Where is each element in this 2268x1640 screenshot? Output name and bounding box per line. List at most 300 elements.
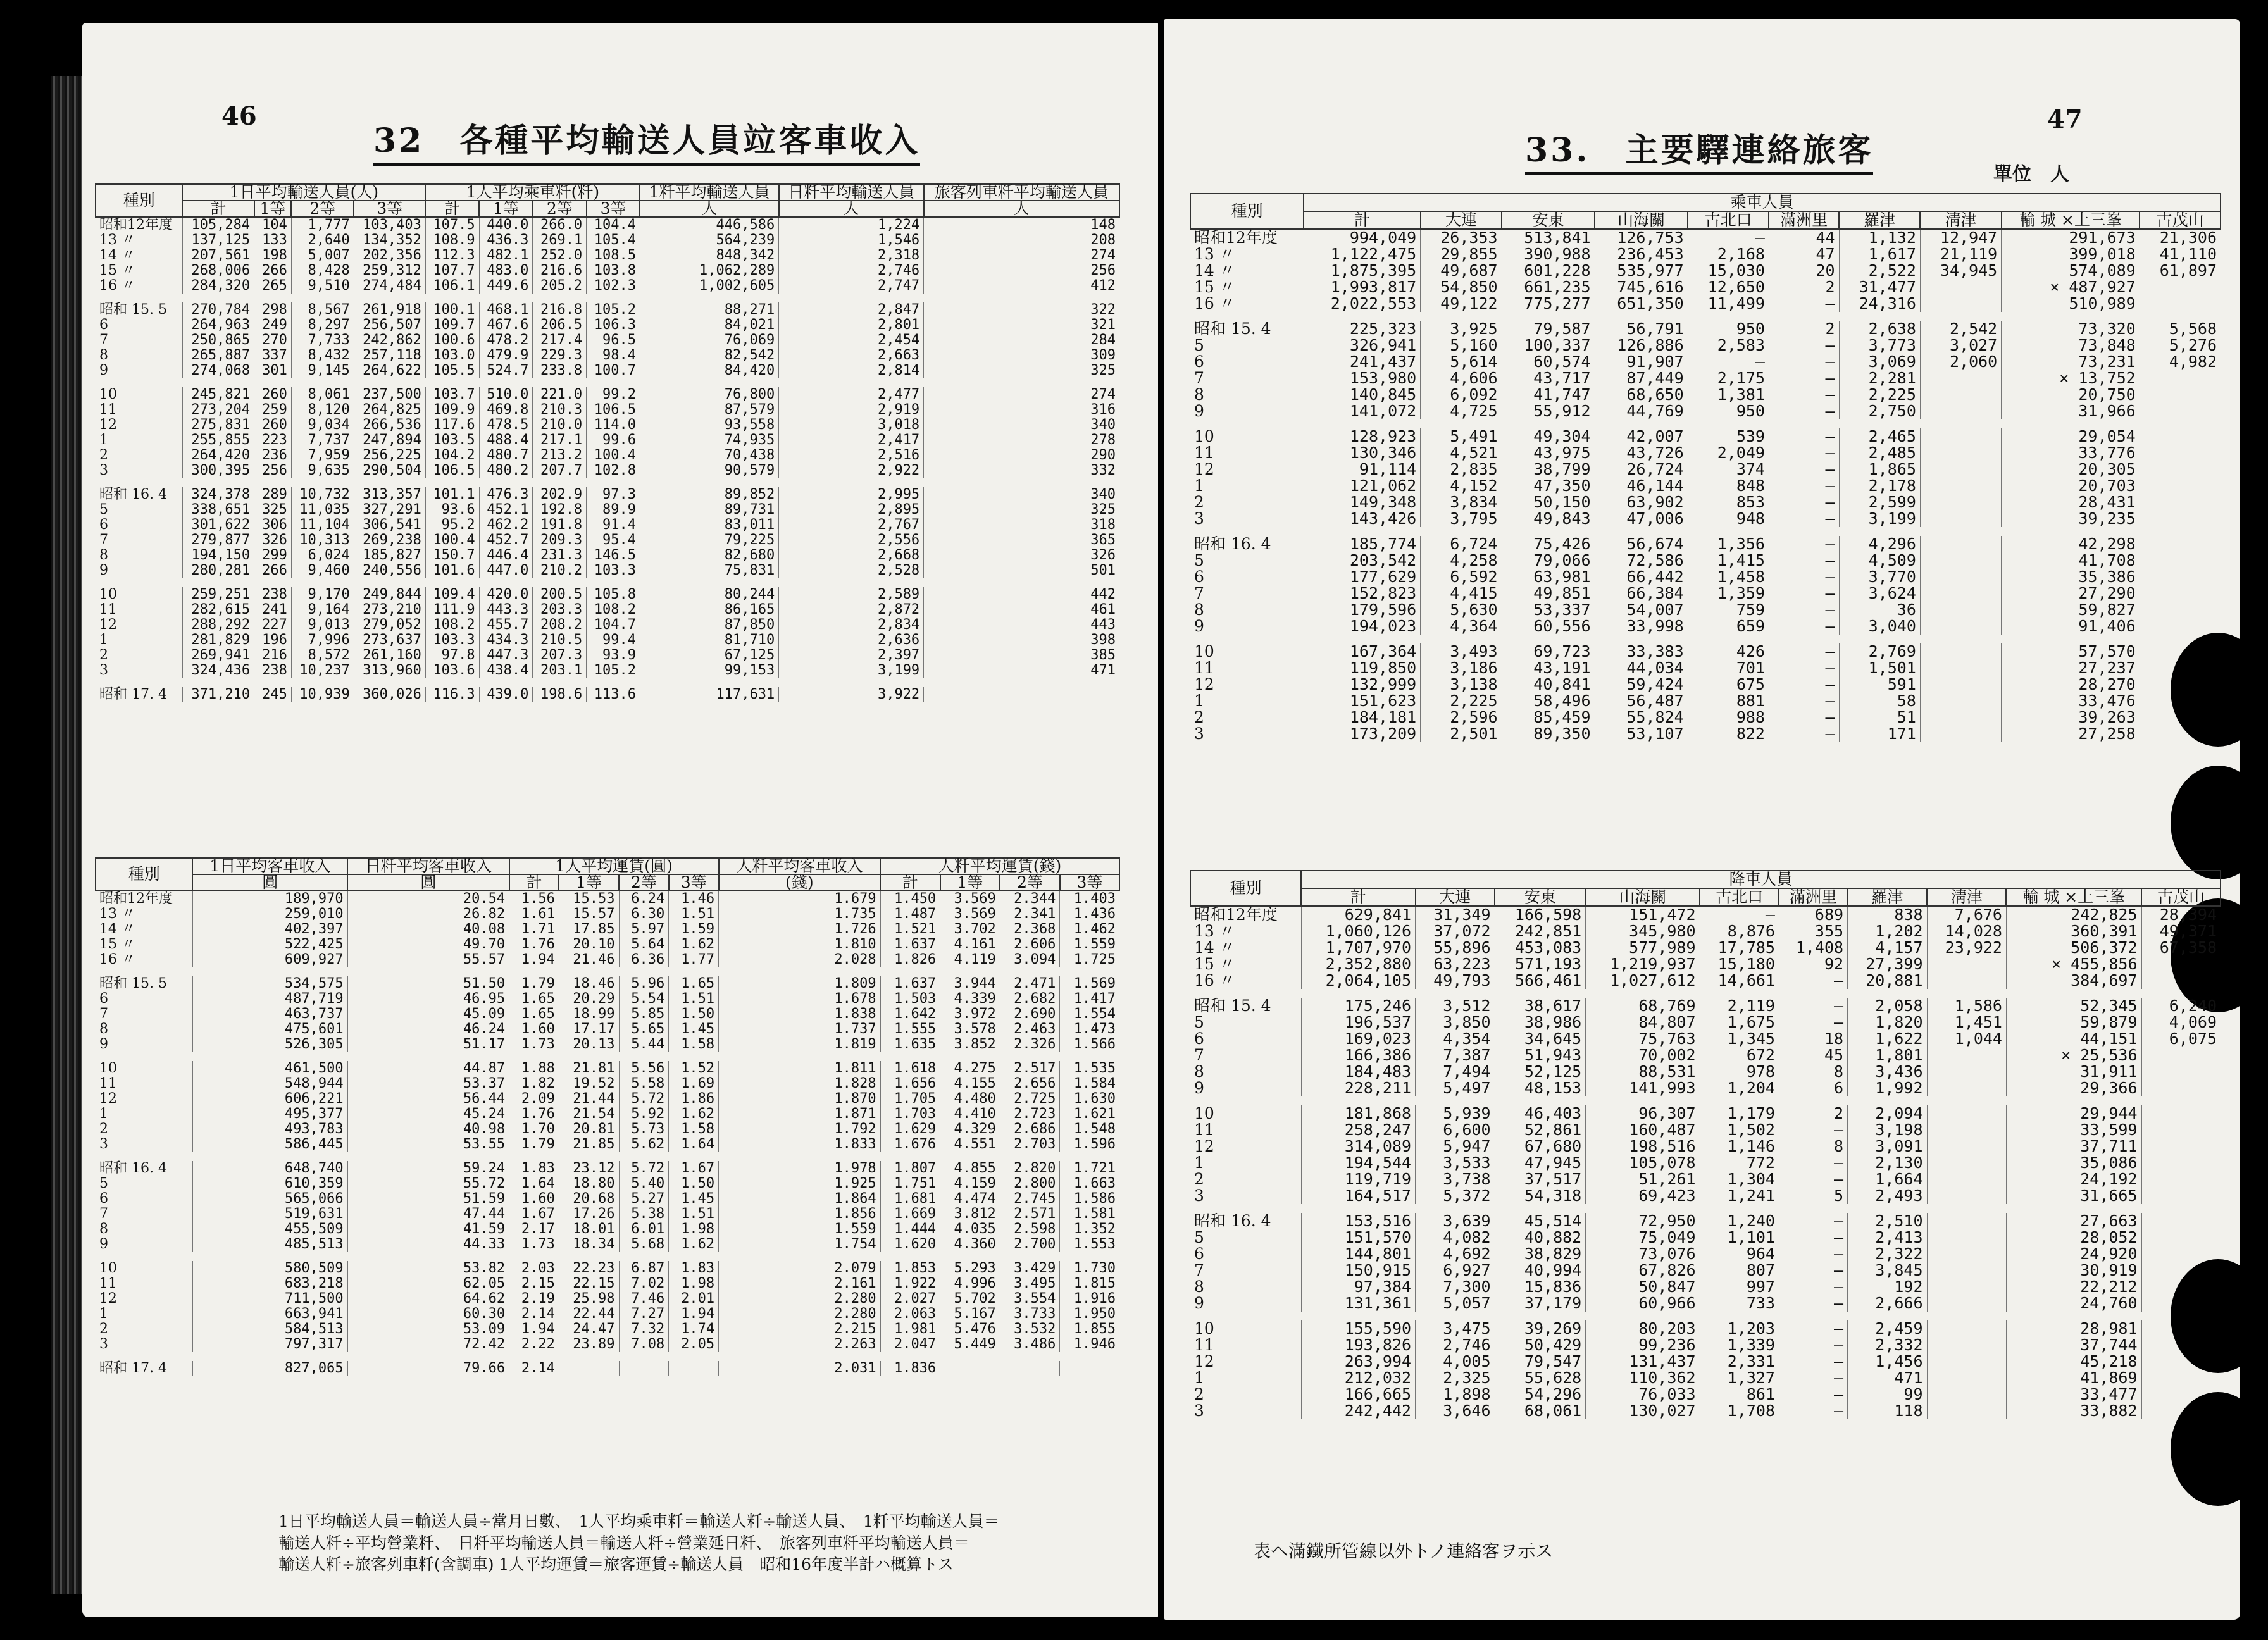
table-cell: 210.2	[533, 563, 587, 583]
table-cell: 306,541	[354, 518, 425, 533]
table-cell: 1.65	[509, 1007, 559, 1022]
table-cell: 207,561	[182, 248, 254, 263]
table-cell: 3.094	[1000, 952, 1060, 972]
table-cell: 131,361	[1301, 1295, 1415, 1316]
table-cell: 15,836	[1495, 1279, 1586, 1295]
table-row	[1190, 461, 2221, 478]
table-cell: 8,567	[291, 298, 354, 318]
col-subheader: 計	[425, 201, 479, 217]
table-cell: 8	[1779, 1138, 1847, 1155]
table-cell: —	[1769, 618, 1839, 639]
table-row	[96, 891, 1119, 907]
table-cell: 1.726	[719, 922, 881, 937]
table-row	[1190, 709, 2221, 726]
table-cell: 27,290	[2002, 585, 2140, 602]
table-cell: 313,357	[354, 483, 425, 502]
table-cell: 1,202	[1848, 923, 1927, 940]
table-cell: 1.946	[1060, 1337, 1119, 1357]
table-cell: 446,586	[640, 217, 778, 233]
table-cell: 1,501	[1839, 660, 1920, 676]
table-cell: 260	[254, 418, 292, 433]
table-cell: 3.812	[940, 1207, 1000, 1222]
table-cell: 4,982	[2140, 354, 2221, 370]
table-cell: 99,236	[1586, 1337, 1700, 1353]
table-cell: 2.079	[719, 1257, 881, 1276]
table-cell: 72,950	[1586, 1208, 1700, 1229]
table-cell: 301,622	[182, 518, 254, 533]
table-cell	[2141, 1138, 2221, 1155]
table-cell: —	[1769, 585, 1839, 602]
table-cell: 1.67	[509, 1207, 559, 1222]
table-cell: 9,170	[291, 583, 354, 602]
table-cell: 7,676	[1927, 906, 2006, 923]
table-cell: 2.263	[719, 1337, 881, 1357]
row-label: 1	[99, 432, 108, 448]
table-cell: 179,596	[1304, 602, 1420, 618]
table-cell: 52,125	[1495, 1064, 1586, 1080]
table-cell: 3.429	[1000, 1257, 1060, 1276]
table-cell: 106.5	[587, 402, 640, 418]
table-cell: 2.05	[669, 1337, 719, 1357]
table-cell	[1927, 972, 2006, 993]
table-cell: 2.215	[719, 1322, 881, 1337]
table-cell: 1.58	[669, 1122, 719, 1137]
table-cell: 402,397	[192, 922, 347, 937]
table-cell: 467.6	[479, 318, 533, 333]
table-cell: 3,738	[1416, 1171, 1495, 1188]
table-cell: 2	[1779, 1101, 1847, 1122]
table-cell	[2141, 1080, 2221, 1101]
table-cell: 54,007	[1595, 602, 1688, 618]
row-label: 6	[1194, 352, 1204, 371]
table-cell: 81,710	[640, 633, 778, 648]
col-header-station: 計	[1304, 211, 1420, 229]
table-cell: 3,795	[1421, 511, 1502, 531]
table-cell: 2,636	[779, 633, 924, 648]
table-cell: 1,060,126	[1301, 923, 1415, 940]
row-label: 3	[99, 662, 108, 678]
table-cell: 3,922	[779, 683, 924, 702]
table-row	[1190, 1262, 2221, 1279]
table-cell: 269.1	[533, 233, 587, 248]
table-cell: 62.05	[347, 1276, 509, 1291]
row-label: 11	[1194, 1336, 1214, 1354]
boarding-passengers-table	[1190, 193, 2221, 742]
table-cell: 259,010	[192, 907, 347, 922]
table-cell: 1,586	[1927, 993, 2006, 1014]
row-label: 6	[1194, 1029, 1204, 1048]
table-cell: 6,927	[1416, 1262, 1495, 1279]
table-cell: 259,312	[354, 263, 425, 278]
average-transport-table	[95, 183, 1120, 702]
table-cell: 10,313	[291, 533, 354, 548]
col-header-station: 計	[1301, 888, 1415, 906]
row-label: 2	[99, 447, 108, 463]
table-cell	[2140, 709, 2221, 726]
table-cell: 24.47	[559, 1322, 619, 1337]
table-cell: 2.703	[1000, 1137, 1060, 1157]
table-cell: 5.38	[619, 1207, 669, 1222]
table-row	[1190, 1386, 2221, 1403]
table-cell: 1.635	[880, 1037, 940, 1057]
table-cell: 2.368	[1000, 922, 1060, 937]
table-cell: 91,114	[1304, 461, 1420, 478]
table-cell: 256	[254, 463, 292, 483]
table-cell: 12,650	[1688, 279, 1769, 295]
table-cell: 1.637	[880, 972, 940, 991]
table-cell: 91.4	[587, 518, 640, 533]
table-cell: 4.035	[940, 1222, 1000, 1237]
table-cell: 151,570	[1301, 1229, 1415, 1246]
table-cell: 153,516	[1301, 1208, 1415, 1229]
table-cell: 1,203	[1700, 1316, 1779, 1337]
table-cell: 1.737	[719, 1022, 881, 1037]
table-cell: 51.17	[347, 1037, 509, 1057]
table-row	[96, 1037, 1119, 1057]
table-cell: 651,350	[1595, 295, 1688, 316]
table-row	[96, 333, 1119, 348]
table-cell: 229.3	[533, 348, 587, 363]
table-cell: 2,746	[779, 263, 924, 278]
table-cell: 89.9	[587, 502, 640, 518]
table-cell: 69,423	[1586, 1188, 1700, 1208]
table-cell: 23.89	[559, 1337, 619, 1357]
table-cell: —	[1769, 569, 1839, 585]
table-cell: 240,556	[354, 563, 425, 583]
table-cell: 25.98	[559, 1291, 619, 1307]
row-label: 12	[99, 1091, 117, 1107]
unit-label: 單位 人	[1993, 163, 2069, 185]
table-cell: 1.703	[880, 1107, 940, 1122]
table-cell: 260	[254, 383, 292, 402]
table-cell	[2141, 1047, 2221, 1064]
table-cell: 1,898	[1416, 1386, 1495, 1403]
table-cell: 166,665	[1301, 1386, 1415, 1403]
table-cell: 56.44	[347, 1091, 509, 1107]
table-cell: 1.59	[669, 922, 719, 937]
table-cell: 332	[924, 463, 1119, 483]
table-cell: 513,841	[1502, 229, 1595, 246]
table-cell: 164,517	[1301, 1188, 1415, 1208]
table-cell: 3,186	[1421, 660, 1502, 676]
table-cell: 273,204	[182, 402, 254, 418]
table-row	[96, 663, 1119, 683]
table-cell: 548,944	[192, 1076, 347, 1091]
table-cell: 1.70	[509, 1122, 559, 1137]
table-cell: 1.94	[669, 1307, 719, 1322]
table-row	[96, 1007, 1119, 1022]
table-cell: —	[1769, 354, 1839, 370]
table-cell: 1.69	[669, 1076, 719, 1091]
table-cell: 96,307	[1586, 1101, 1700, 1122]
table-row	[1190, 602, 2221, 618]
table-cell: 84,807	[1586, 1014, 1700, 1031]
table-cell: 141,072	[1304, 403, 1420, 424]
row-label: 2	[1194, 1170, 1204, 1188]
table-cell: 20,305	[2002, 461, 2140, 478]
table-row	[1190, 660, 2221, 676]
table-cell: 2,922	[779, 463, 924, 483]
table-cell: 236,453	[1595, 246, 1688, 263]
row-label: 6	[99, 517, 108, 533]
table-cell: 9,460	[291, 563, 354, 583]
table-row	[1190, 337, 2221, 354]
table-cell: 4,415	[1421, 585, 1502, 602]
table-cell: 1.584	[1060, 1076, 1119, 1091]
table-cell: 126,886	[1595, 337, 1688, 354]
table-cell: 2,516	[779, 448, 924, 463]
table-cell: 1,132	[1839, 229, 1920, 246]
table-cell: 733	[1700, 1295, 1779, 1316]
table-cell	[1920, 403, 2001, 424]
row-label: 2	[99, 647, 108, 663]
table-row	[1190, 993, 2221, 1014]
table-cell: 97,384	[1301, 1279, 1415, 1295]
table-cell: 28,270	[2002, 676, 2140, 693]
table-cell: 365	[924, 533, 1119, 548]
table-cell: 15,180	[1700, 956, 1779, 972]
table-cell: 47,945	[1495, 1155, 1586, 1171]
table-cell	[1927, 1229, 2006, 1246]
table-cell: 1.73	[509, 1037, 559, 1057]
table-row	[96, 563, 1119, 583]
table-cell: 198,516	[1586, 1138, 1700, 1155]
table-cell: 60,574	[1502, 354, 1595, 370]
table-cell: 9,013	[291, 618, 354, 633]
table-cell: 1,801	[1848, 1047, 1927, 1064]
table-cell: 28,981	[2006, 1316, 2141, 1337]
table-cell: 325	[924, 363, 1119, 383]
table-cell: 1.826	[880, 952, 940, 972]
table-cell: 208.2	[533, 618, 587, 633]
table-cell: 131,437	[1586, 1353, 1700, 1370]
table-cell: 206.5	[533, 318, 587, 333]
table-cell: 21.81	[559, 1057, 619, 1076]
table-cell: 340	[924, 483, 1119, 502]
table-cell: 1,027,612	[1586, 972, 1700, 993]
row-label: 14 〃	[1194, 261, 1235, 280]
table-cell	[1920, 445, 2001, 461]
table-cell	[1060, 1357, 1119, 1376]
table-cell: 2,119	[1700, 993, 1779, 1014]
row-label: 9	[1194, 617, 1204, 635]
table-cell: 4.480	[940, 1091, 1000, 1107]
table-cell: 1.978	[719, 1157, 881, 1176]
table-cell: 53.82	[347, 1257, 509, 1276]
table-cell: 40.08	[347, 922, 509, 937]
table-cell: 2,332	[1848, 1337, 1927, 1353]
table-cell: 1.838	[719, 1007, 881, 1022]
table-cell: 861	[1700, 1386, 1779, 1403]
table-cell: 1,359	[1688, 585, 1769, 602]
table-cell: —	[1779, 1262, 1847, 1279]
table-cell: 31,477	[1839, 279, 1920, 295]
table-cell: 2,528	[779, 563, 924, 583]
row-label: 8	[99, 1221, 108, 1237]
table-cell: 1.98	[669, 1222, 719, 1237]
table-cell: 4.275	[940, 1057, 1000, 1076]
table-cell: 3,198	[1848, 1122, 1927, 1138]
table-row	[96, 548, 1119, 563]
table-cell: 1.50	[669, 1176, 719, 1191]
table-cell: 1.503	[880, 991, 940, 1007]
table-cell: 38,799	[1502, 461, 1595, 478]
table-cell: 73,848	[2002, 337, 2140, 354]
table-cell: 103.3	[425, 633, 479, 648]
table-cell: 299	[254, 548, 292, 563]
table-cell: 2,814	[779, 363, 924, 383]
table-cell: 167,364	[1304, 639, 1420, 660]
table-cell: 2,801	[779, 318, 924, 333]
table-cell: 469.8	[479, 402, 533, 418]
table-cell: 93.9	[587, 648, 640, 663]
table-cell: 480.7	[479, 448, 533, 463]
row-label: 10	[99, 387, 117, 402]
table-row	[1190, 1047, 2221, 1064]
table-cell: 2.820	[1000, 1157, 1060, 1176]
table-row	[1190, 1246, 2221, 1262]
table-cell: 72,586	[1595, 552, 1688, 569]
table-cell: 274	[924, 248, 1119, 263]
table-cell: 23.12	[559, 1157, 619, 1176]
row-label: 6	[99, 991, 108, 1007]
table-cell: 1.828	[719, 1076, 881, 1091]
table-cell	[1920, 478, 2001, 494]
table-cell: 485,513	[192, 1237, 347, 1257]
table-cell: 3.569	[940, 907, 1000, 922]
table-cell: 233.8	[533, 363, 587, 383]
table-cell: 3,512	[1416, 993, 1495, 1014]
table-cell: —	[1769, 676, 1839, 693]
table-cell: 83,011	[640, 518, 778, 533]
table-cell: 223	[254, 433, 292, 448]
table-cell: 2,331	[1700, 1353, 1779, 1370]
table-row	[1190, 316, 2221, 337]
table-cell: 72.42	[347, 1337, 509, 1357]
table-cell: 256,225	[354, 448, 425, 463]
table-cell: 452.1	[479, 502, 533, 518]
table-cell: 2,322	[1848, 1246, 1927, 1262]
table-cell: 6.01	[619, 1222, 669, 1237]
table-cell: —	[1769, 295, 1839, 316]
table-cell: 105.4	[587, 233, 640, 248]
table-cell: 79,547	[1495, 1353, 1586, 1370]
col-header-station: 滿洲里	[1779, 888, 1847, 906]
row-label: 16 〃	[1194, 971, 1235, 990]
table-cell: 45,218	[2006, 1353, 2141, 1370]
table-cell: 950	[1688, 316, 1769, 337]
table-cell	[2141, 1316, 2221, 1337]
right-footnote: 表ヘ滿鐵所管線以外トノ連絡客ヲ示ス	[1253, 1541, 1554, 1562]
table-cell: 1.916	[1060, 1291, 1119, 1307]
table-cell	[1927, 1403, 2006, 1419]
row-label: 16 〃	[1194, 294, 1235, 313]
table-cell: 42,007	[1595, 424, 1688, 445]
table-cell: 471	[1848, 1370, 1927, 1386]
table-cell: 950	[1688, 403, 1769, 424]
table-cell	[1920, 639, 2001, 660]
table-cell: 326	[924, 548, 1119, 563]
table-cell: 661,235	[1502, 279, 1595, 295]
table-cell: 325	[254, 502, 292, 518]
table-cell	[2141, 1279, 2221, 1295]
table-cell: 772	[1700, 1155, 1779, 1171]
col-header-station: 淸津	[1927, 888, 2006, 906]
table-cell: 268,006	[182, 263, 254, 278]
table-row	[96, 618, 1119, 633]
table-row	[96, 1057, 1119, 1076]
table-cell: 245,821	[182, 383, 254, 402]
col-header: 旅客列車粁平均輸送人員	[924, 184, 1119, 201]
table-cell: —	[1779, 1316, 1847, 1337]
table-cell: 8,061	[291, 383, 354, 402]
table-cell: —	[1688, 354, 1769, 370]
table-cell: 18.80	[559, 1176, 619, 1191]
row-label: 10	[1194, 1319, 1214, 1338]
table-cell: 96.5	[587, 333, 640, 348]
table-cell: 33,882	[2006, 1403, 2141, 1419]
table-cell: 45	[1779, 1047, 1847, 1064]
table-cell: 21.44	[559, 1091, 619, 1107]
table-cell: 44,151	[2006, 1031, 2141, 1047]
table-cell: 2,417	[779, 433, 924, 448]
table-cell: 44	[1769, 229, 1839, 246]
row-label: 12	[1194, 1137, 1214, 1155]
table-row	[1190, 618, 2221, 639]
col-header-station: 古北口	[1700, 888, 1779, 906]
table-cell: 988	[1688, 709, 1769, 726]
table-cell: 338,651	[182, 502, 254, 518]
table-row	[1190, 693, 2221, 709]
table-row	[1190, 1188, 2221, 1208]
table-cell: 43,975	[1502, 445, 1595, 461]
table-cell: 93,558	[640, 418, 778, 433]
table-cell: 4,082	[1416, 1229, 1495, 1246]
table-cell: 225,323	[1304, 316, 1420, 337]
table-cell: 374	[1688, 461, 1769, 478]
table-cell: 5,276	[2140, 337, 2221, 354]
col-header: 種別	[96, 184, 182, 217]
table-cell: 213.2	[533, 448, 587, 463]
table-cell	[2140, 494, 2221, 511]
table-row	[1190, 639, 2221, 660]
table-cell: 5,568	[2140, 316, 2221, 337]
table-cell: 40.98	[347, 1122, 509, 1137]
table-cell: 73,231	[2002, 354, 2140, 370]
row-label: 8	[1194, 600, 1204, 619]
row-label: 2	[1194, 708, 1204, 726]
table-cell: 1.473	[1060, 1022, 1119, 1037]
row-label: 7	[1194, 369, 1204, 387]
table-cell: 99	[1848, 1386, 1927, 1403]
table-cell: 478.5	[479, 418, 533, 433]
table-cell: 24,316	[1839, 295, 1920, 316]
table-cell	[2141, 1229, 2221, 1246]
table-cell: 84,021	[640, 318, 778, 333]
table-cell: 480.2	[479, 463, 533, 483]
col-header-station: 輸 城 ×上三峯	[2006, 888, 2141, 906]
table-cell: 2.031	[719, 1357, 881, 1376]
table-row	[1190, 972, 2221, 993]
table-cell: 534,575	[192, 972, 347, 991]
table-cell	[1920, 511, 2001, 531]
table-cell: 483.0	[479, 263, 533, 278]
table-row	[1190, 1171, 2221, 1188]
table-row	[1190, 1208, 2221, 1229]
table-cell: 109.7	[425, 318, 479, 333]
table-cell: 20,750	[2002, 387, 2140, 403]
table-cell: 4,157	[1848, 940, 1927, 956]
